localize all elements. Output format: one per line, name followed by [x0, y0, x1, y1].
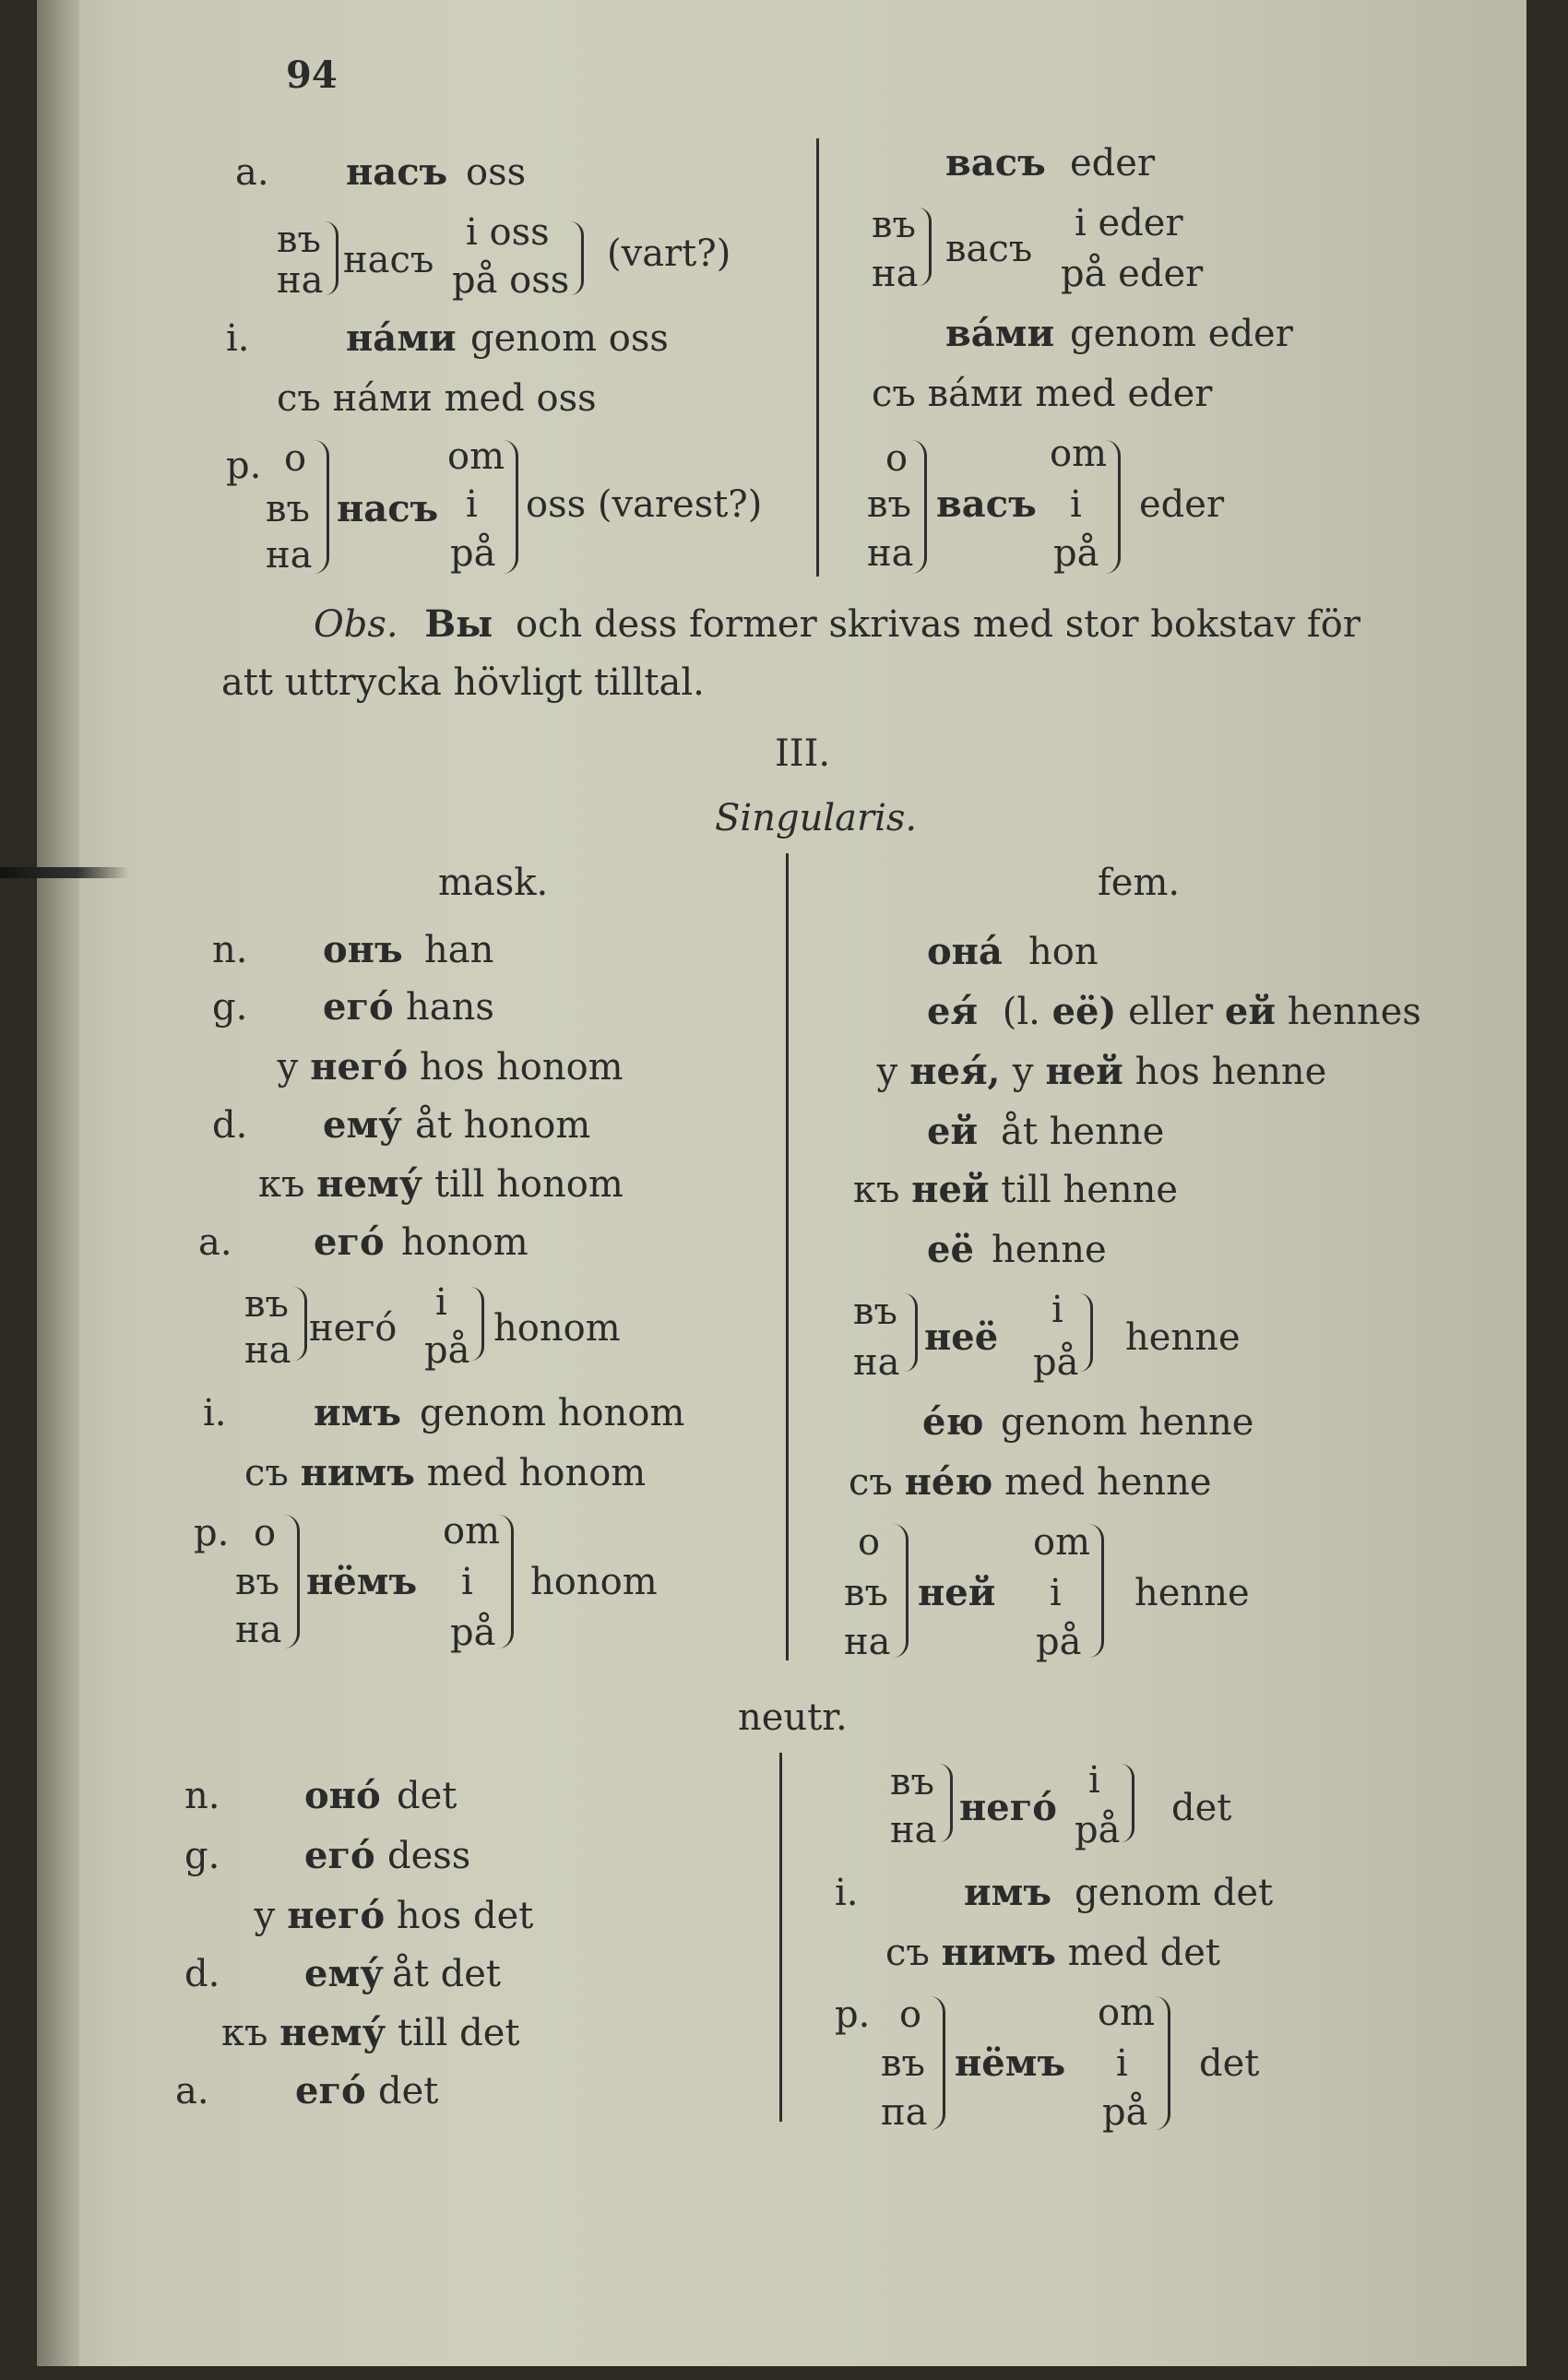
- brace: [1079, 1293, 1093, 1372]
- word-nami: нáми: [346, 316, 457, 360]
- prep-v: въ: [872, 204, 916, 246]
- tr-det-2: det: [378, 2070, 439, 2112]
- prep-v: въ: [277, 219, 321, 261]
- column-divider: [816, 138, 819, 577]
- tr-om: om: [1050, 433, 1108, 475]
- prep-na: на: [844, 1621, 891, 1663]
- prep-v: въ: [266, 488, 310, 530]
- tr-genom-eder: genom eder: [1070, 313, 1293, 355]
- tr-i: i: [435, 1281, 447, 1324]
- tr-till-det: till det: [397, 2012, 520, 2054]
- label-a: a.: [198, 1221, 232, 1264]
- word-ney-2: ней: [911, 1168, 990, 1211]
- tr-honom-3: honom: [530, 1561, 658, 1603]
- prep-u: у: [876, 1051, 898, 1093]
- word-ono: онó: [304, 1774, 381, 1817]
- brace: [1088, 1524, 1104, 1658]
- brace: [930, 1996, 945, 2130]
- brace: [284, 1515, 300, 1648]
- word-nego: негó: [287, 1894, 386, 1937]
- word-im: имъ: [314, 1391, 402, 1434]
- prep-na: на: [244, 1329, 291, 1372]
- tr-henne-3: henne: [1134, 1572, 1250, 1614]
- section-subtitle: Singularis.: [715, 797, 918, 839]
- tr-pa-eder: på eder: [1061, 253, 1204, 295]
- brace: [314, 440, 329, 574]
- tr-pa: på: [450, 532, 496, 575]
- word-eyo-2: её: [927, 1228, 974, 1271]
- tr-dess: dess: [387, 1835, 471, 1877]
- line-s-vami: съ вáми med eder: [872, 373, 1213, 415]
- tr-hos-honom: hos honom: [419, 1046, 624, 1089]
- label-p: p.: [226, 445, 262, 487]
- tr-hennes: hennes: [1287, 991, 1421, 1033]
- brace: [918, 208, 932, 286]
- prep-na: па: [881, 2091, 928, 2134]
- prep-v: въ: [890, 1761, 934, 1803]
- tr-om: om: [443, 1510, 501, 1553]
- obs-label: Obs.: [314, 603, 398, 646]
- word-neyo: неё: [924, 1315, 999, 1359]
- brace: [911, 440, 927, 574]
- line-u-neya: [876, 1052, 1326, 1092]
- tr-pa: på: [1053, 532, 1099, 575]
- tr-i: i: [1051, 1289, 1063, 1331]
- word-vas-2: васъ: [945, 228, 1033, 270]
- prep-o: о: [858, 1521, 881, 1564]
- tr-i: i: [1050, 1572, 1062, 1614]
- line-k-nemu: [258, 1164, 624, 1205]
- prep-na: на: [872, 253, 919, 295]
- label-a: a.: [175, 2070, 209, 2112]
- line-s-neyu: [849, 1462, 1212, 1503]
- prep-u: у: [254, 1895, 276, 1937]
- line-u-nego: [254, 1896, 533, 1936]
- tr-oss: oss: [466, 151, 527, 194]
- word-vami: вáми: [945, 312, 1055, 355]
- brace: [498, 1515, 514, 1648]
- word-ey: ей: [1224, 990, 1277, 1033]
- word-nego-2: негó: [959, 1786, 1057, 1829]
- label-n: n.: [184, 1775, 220, 1817]
- tr-at-det: åt det: [392, 1953, 501, 1995]
- tr-hos-henne: hos henne: [1134, 1051, 1327, 1093]
- line-k-nemu: [221, 2013, 520, 2053]
- fem-header: fem.: [1098, 862, 1181, 904]
- brace: [939, 1764, 953, 1842]
- word-nemu: нему́: [316, 1162, 423, 1206]
- prep-k: къ: [853, 1169, 900, 1211]
- prep-o: о: [885, 437, 909, 480]
- brace: [293, 1287, 307, 1361]
- word-nego-2: негó: [309, 1307, 398, 1350]
- tr-han: han: [424, 929, 494, 971]
- prep-na: на: [235, 1609, 282, 1651]
- brace: [325, 221, 339, 295]
- obs-line-2: att uttrycka hövligt tilltal.: [221, 661, 705, 704]
- word-eya: ея́: [927, 990, 978, 1033]
- word-emu: ему́: [323, 1103, 402, 1147]
- obs-line-1: [314, 604, 1360, 645]
- neutr-header: neutr.: [738, 1696, 848, 1739]
- word-ney-3: ней: [918, 1571, 996, 1614]
- tr-pa-oss: på oss: [452, 259, 570, 302]
- word-nego: негó: [310, 1045, 409, 1089]
- obs-text-1: och dess former skrivas med stor bokstav för: [515, 603, 1360, 646]
- word-ey-2: ей: [927, 1110, 979, 1153]
- column-divider: [779, 1753, 782, 2122]
- tr-med-honom: med honom: [426, 1452, 647, 1494]
- line-eya: [927, 992, 1421, 1032]
- prep-na: на: [277, 259, 324, 302]
- tr-med-det: med det: [1067, 1932, 1220, 1974]
- brace: [570, 221, 584, 295]
- text-l: (l.: [1002, 991, 1040, 1033]
- label-i: i.: [226, 317, 250, 360]
- tr-at-honom: åt honom: [415, 1104, 591, 1147]
- label-d: d.: [184, 1953, 220, 1995]
- prep-s: съ: [885, 1932, 930, 1974]
- prep-na: на: [853, 1341, 900, 1384]
- tr-hon: hon: [1028, 931, 1099, 973]
- word-ego: егó: [323, 985, 394, 1029]
- tr-i: i: [461, 1561, 473, 1603]
- word-vas-3: васъ: [936, 482, 1037, 526]
- tr-med-henne: med henne: [1004, 1461, 1212, 1504]
- bookmark-ribbon: [0, 867, 129, 878]
- word-nim: нимъ: [941, 1931, 1056, 1974]
- word-nim: нимъ: [300, 1451, 415, 1494]
- prep-o: о: [899, 1993, 922, 2036]
- tr-det-4: det: [1199, 2042, 1260, 2085]
- prep-u: у: [277, 1046, 299, 1089]
- word-eyo: её): [1051, 990, 1117, 1033]
- tr-det: det: [397, 1775, 457, 1817]
- tr-i-oss: i oss: [466, 211, 550, 254]
- label-n: n.: [212, 929, 248, 971]
- word-neyu: нéю: [904, 1460, 993, 1504]
- page-gutter: [37, 0, 79, 2366]
- tr-genom-henne: genom henne: [1001, 1401, 1254, 1444]
- word-ego-2: егó: [295, 2069, 366, 2112]
- label-d: d.: [212, 1104, 248, 1147]
- brace: [470, 1287, 484, 1361]
- word-ego-2: егó: [314, 1220, 385, 1264]
- section-numeral: III.: [775, 732, 831, 775]
- tr-om: om: [447, 435, 505, 478]
- word-nas-3: насъ: [337, 487, 439, 530]
- prep-o: о: [254, 1512, 277, 1554]
- label-i: i.: [203, 1392, 227, 1434]
- prep-o: о: [284, 437, 307, 480]
- tr-genom-honom: genom honom: [420, 1392, 685, 1434]
- label-g: g.: [212, 986, 248, 1029]
- tr-pa: på: [450, 1612, 496, 1654]
- label-p: p.: [835, 1993, 871, 2036]
- page-number: 94: [286, 54, 338, 97]
- tr-genom-oss: genom oss: [470, 317, 669, 360]
- column-divider: [786, 853, 789, 1660]
- prep-na: на: [890, 1809, 937, 1851]
- line-s-nami: съ нáми med oss: [277, 377, 597, 420]
- word-ego: егó: [304, 1834, 375, 1877]
- mask-header: mask.: [438, 862, 549, 904]
- tr-det-3: det: [1171, 1787, 1232, 1829]
- prep-v: въ: [853, 1291, 897, 1333]
- word-im: имъ: [964, 1871, 1052, 1914]
- prep-v: въ: [867, 483, 911, 526]
- brace: [1121, 1764, 1134, 1842]
- tr-honom: honom: [401, 1221, 529, 1264]
- prep-s: съ: [849, 1461, 893, 1504]
- line-s-nim: [244, 1453, 646, 1493]
- tr-pa: på: [424, 1329, 470, 1372]
- prep-v: въ: [244, 1283, 289, 1326]
- prep-na: на: [867, 532, 914, 575]
- tr-honom-2: honom: [493, 1307, 621, 1350]
- tr-pa: på: [1036, 1621, 1082, 1663]
- brace: [1105, 440, 1121, 574]
- prep-k: къ: [258, 1163, 305, 1206]
- tr-pa: på: [1102, 2091, 1148, 2134]
- label-a: a.: [235, 151, 269, 194]
- word-neya: нея́,: [909, 1050, 1001, 1093]
- obs-word: Вы: [424, 602, 493, 646]
- tr-i: i: [1070, 483, 1082, 526]
- tr-eder: eder: [1139, 483, 1225, 526]
- tr-genom-det: genom det: [1075, 1872, 1274, 1914]
- word-nem: нёмъ: [955, 2041, 1066, 2085]
- prep-v: въ: [881, 2042, 925, 2085]
- word-nem: нёмъ: [306, 1560, 418, 1603]
- tr-hans: hans: [406, 986, 494, 1029]
- tr-hos-det: hos det: [396, 1895, 534, 1937]
- prep-u: у: [1012, 1051, 1034, 1093]
- word-eyu: éю: [922, 1400, 984, 1444]
- tr-eder: eder: [1070, 142, 1156, 184]
- tr-at-henne: åt henne: [1001, 1111, 1165, 1153]
- tr-i-eder: i eder: [1075, 202, 1183, 244]
- tr-pa: på: [1075, 1809, 1121, 1851]
- tr-till-honom: till honom: [434, 1163, 624, 1206]
- label-g: g.: [184, 1835, 220, 1877]
- tr-pa: på: [1033, 1341, 1079, 1384]
- tr-henne: henne: [992, 1229, 1107, 1271]
- line-u-nego: [277, 1047, 624, 1088]
- prep-na: на: [266, 534, 313, 577]
- brace: [503, 440, 518, 574]
- label-i: i.: [835, 1872, 859, 1914]
- word-on: онъ: [323, 928, 403, 971]
- word-emu: ему́: [304, 1952, 384, 1995]
- tr-oss-varest: oss (varest?): [526, 483, 763, 526]
- prep-k: къ: [221, 2012, 268, 2054]
- text-eller: eller: [1128, 991, 1214, 1033]
- word-nas-2: насъ: [343, 239, 434, 281]
- tr-i: i: [466, 483, 478, 526]
- tr-till-henne: till henne: [1001, 1169, 1179, 1211]
- brace: [1155, 1996, 1170, 2130]
- tr-henne-2: henne: [1125, 1316, 1241, 1359]
- prep-v: въ: [235, 1561, 279, 1603]
- word-ney: ней: [1045, 1050, 1123, 1093]
- prep-v: въ: [844, 1572, 888, 1614]
- book-page: [37, 0, 1526, 2366]
- brace: [904, 1293, 918, 1372]
- tr-vart: (vart?): [607, 232, 731, 275]
- brace: [893, 1524, 909, 1658]
- word-ona: онá: [927, 930, 1003, 973]
- line-k-ney: [853, 1170, 1178, 1210]
- word-nas: насъ: [346, 150, 448, 194]
- tr-i: i: [1088, 1759, 1100, 1802]
- word-vas: васъ: [945, 141, 1046, 184]
- prep-s: съ: [244, 1452, 289, 1494]
- label-p: p.: [194, 1512, 230, 1554]
- tr-om: om: [1033, 1521, 1091, 1564]
- word-nemu: нему́: [279, 2011, 386, 2054]
- tr-om: om: [1098, 1992, 1156, 2034]
- line-s-nim: [885, 1933, 1220, 1973]
- tr-i: i: [1116, 2042, 1128, 2085]
